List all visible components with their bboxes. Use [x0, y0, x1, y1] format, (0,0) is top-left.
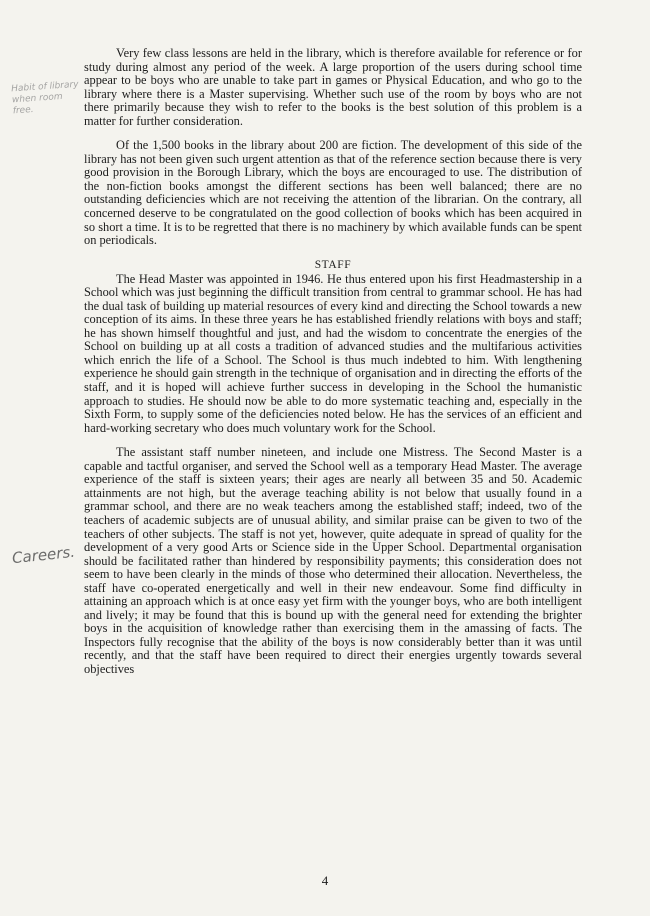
- page-number: 4: [321, 873, 329, 888]
- paragraph-assistant-staff: The assistant staff number nineteen, and include one Mistress. The Second Master is a capable and tactful organiser, and served the School well as a temporary Head Master. The average experience of the staff is sixteen years; their ages are nearly all between 35 and 50. Academic attainments are not high, but the average teaching ability is not below that usually found in a grammar school, and there are no weak teachers among the established staff; indeed, two of the teachers of academic subjects are of unusual ability, and similar praise can be given to two of the teachers of other subjects. The staff is not yet, however, quite adequate in spread of quality for the development of a very good Arts or Science side in the Upper School. Departmental organisation should be facilitated rather than hindered by responsibility payments; this consideration does not seem to have been clearly in the minds of those who determined their allocation. Nevertheless, the staff have co-operated energetically and well in their new endeavour. Some find difficulty in attaining an approach which is at once easy yet firm with the younger boys, who are both intelligent and lively; it may be found that this is bound up with the general need for extending the brighter boys in the acquisition of knowledge rather than exercising them in the amassing of facts. The Inspectors fully recognise that the ability of the boys is now considerably better than it was until recently, and that the staff have been required to direct their energies urgently towards several objectives: [84, 445, 582, 676]
- paragraph-head-master: The Head Master was appointed in 1946. He thus entered upon his first Headmastership in a School which was just beginning the difficult transition from central to grammar school. He has had the dual task of building up material resources of every kind and directing the School towards a new conception of its aims. In these three years he has established friendly relations with boys and staff; he has shown himself thoughtful and just, and had the wisdom to concentrate the energies of the School on building up at all costs a tradition of advanced studies and the multifarious activities which enrich the life of a School. The School is thus much indebted to him. With lengthening experience he should gain strength in the technique of organisation and in directing the efforts of the staff, and it is hoped will achieve further success in developing in the School the humanistic approach to studies. He should now be able to do more systematic teaching and, especially in the Sixth Form, to supply some of the deficiencies noted below. He has the services of an efficient and hard-working secretary who does much voluntary work for the School.: [84, 271, 582, 435]
- paragraph-library-use: Very few class lessons are held in the library, which is therefore available for reference or for study during almost any period of the week. A large proportion of the users during school time appear to be boys who are unable to take part in games or Physical Education, and who go to the library where there is a Master supervising. Whether such use of the room by boys who are not there primarily because they wish to refer to the books is the best solution of this problem is a matter for further consideration.: [84, 46, 582, 128]
- margin-note-careers: Careers.: [11, 542, 76, 568]
- document-page: [84, 47, 582, 677]
- section-heading-staff: STAFF: [314, 258, 352, 271]
- paragraph-library-books: Of the 1,500 books in the library about 200 are fiction. The development of this side of the library has not been given such urgent attention as that of the reference section because there is very good provision in the Borough Library, which the boys are encouraged to use. The distribution of the non-fiction books amongst the different sections has been well balanced; there are no outstanding deficiencies which are not receiving the attention of the librarian. On the contrary, all concerned deserve to be congratulated on the good collection of books which has been acquired in so short a time. It is to be regretted that there is no machinery by which available funds can be spent on periodicals.: [84, 138, 582, 248]
- margin-note-handwritten: Habit of library when room free.: [10, 79, 79, 117]
